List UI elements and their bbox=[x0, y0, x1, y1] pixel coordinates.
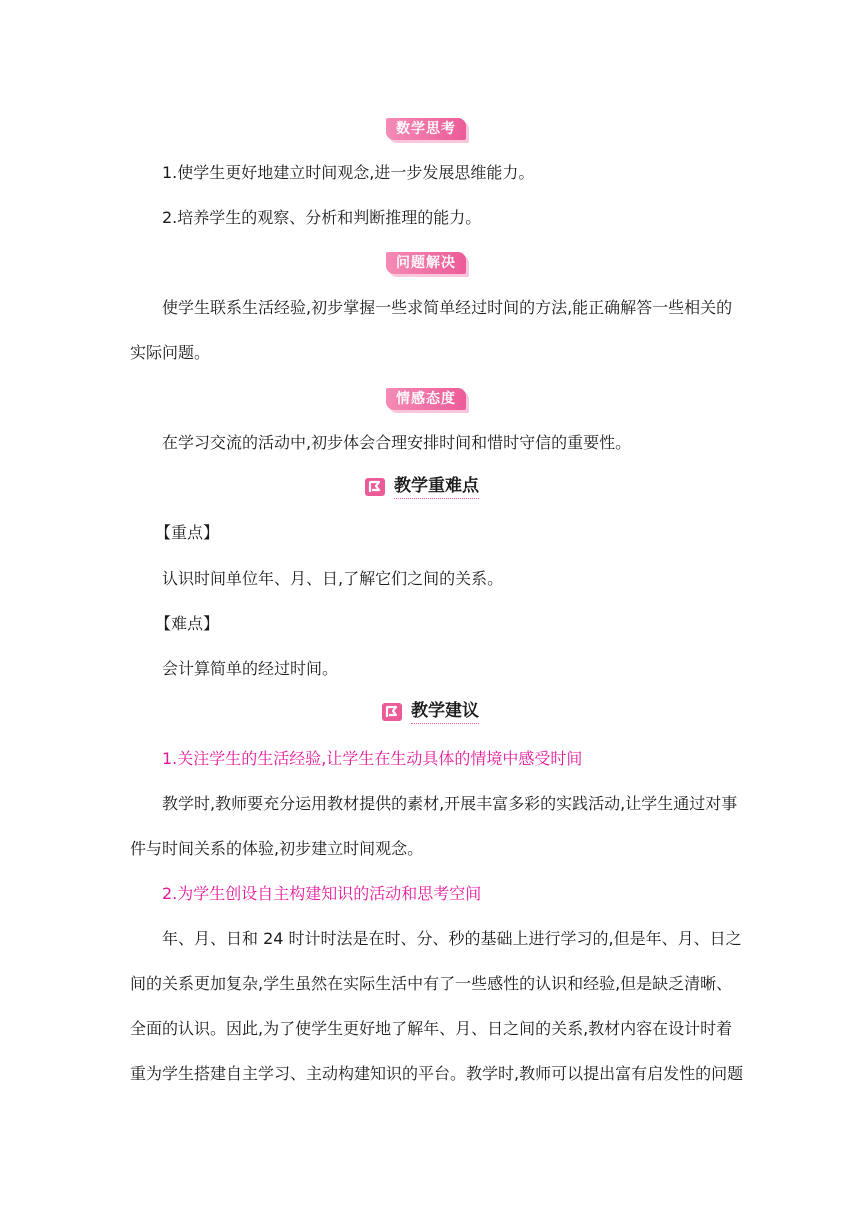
badge-emotion-attitude: 情感态度 bbox=[386, 388, 466, 410]
thinking-item-2: 2.培养学生的观察、分析和判断推理的能力。 bbox=[162, 208, 482, 227]
problem-line-1: 使学生联系生活经验,初步掌握一些求简单经过时间的方法,能正确解答一些相关的 bbox=[162, 298, 733, 317]
heading-key-difficult bbox=[364, 474, 479, 500]
key-point-label: 【重点】 bbox=[155, 523, 220, 542]
key-point-text: 认识时间单位年、月、日,了解它们之间的关系。 bbox=[162, 569, 504, 588]
badge-problem-solving: 问题解决 bbox=[386, 252, 466, 274]
suggestion-2-line-4: 重为学生搭建自主学习、主动构建知识的平台。教学时,教师可以提出富有启发性的问题 bbox=[130, 1064, 744, 1083]
suggestion-2-line-3: 全面的认识。因此,为了使学生更好地了解年、月、日之间的关系,教材内容在设计时着 bbox=[130, 1019, 733, 1038]
suggestion-1-title: 1.关注学生的生活经验,让学生在生动具体的情境中感受时间 bbox=[162, 749, 583, 768]
suggestion-1-line-2: 件与时间关系的体验,初步建立时间观念。 bbox=[130, 839, 424, 858]
emotion-line-1: 在学习交流的活动中,初步体会合理安排时间和惜时守信的重要性。 bbox=[162, 433, 632, 452]
suggestion-2-title: 2.为学生创设自主构建知识的活动和思考空间 bbox=[162, 884, 482, 903]
heading-key-difficult-text: 教学重难点 bbox=[394, 475, 479, 499]
heading-teaching-suggestions bbox=[381, 699, 479, 725]
difficult-point-text: 会计算简单的经过时间。 bbox=[162, 659, 339, 678]
pink-flag-icon bbox=[381, 702, 403, 722]
heading-teaching-suggestions-text: 教学建议 bbox=[411, 700, 479, 724]
thinking-item-1: 1.使学生更好地建立时间观念,进一步发展思维能力。 bbox=[162, 163, 535, 182]
badge-math-thinking: 数学思考 bbox=[386, 118, 466, 140]
problem-line-2: 实际问题。 bbox=[130, 343, 211, 362]
suggestion-2-line-2: 间的关系更加复杂,学生虽然在实际生活中有了一些感性的认识和经验,但是缺乏清晰、 bbox=[130, 974, 733, 993]
suggestion-2-line-1: 年、月、日和 24 时计时法是在时、分、秒的基础上进行学习的,但是年、月、日之 bbox=[162, 929, 742, 948]
difficult-point-label: 【难点】 bbox=[155, 614, 220, 633]
pink-flag-icon bbox=[364, 477, 386, 497]
suggestion-1-line-1: 教学时,教师要充分运用教材提供的素材,开展丰富多彩的实践活动,让学生通过对事 bbox=[162, 794, 738, 813]
